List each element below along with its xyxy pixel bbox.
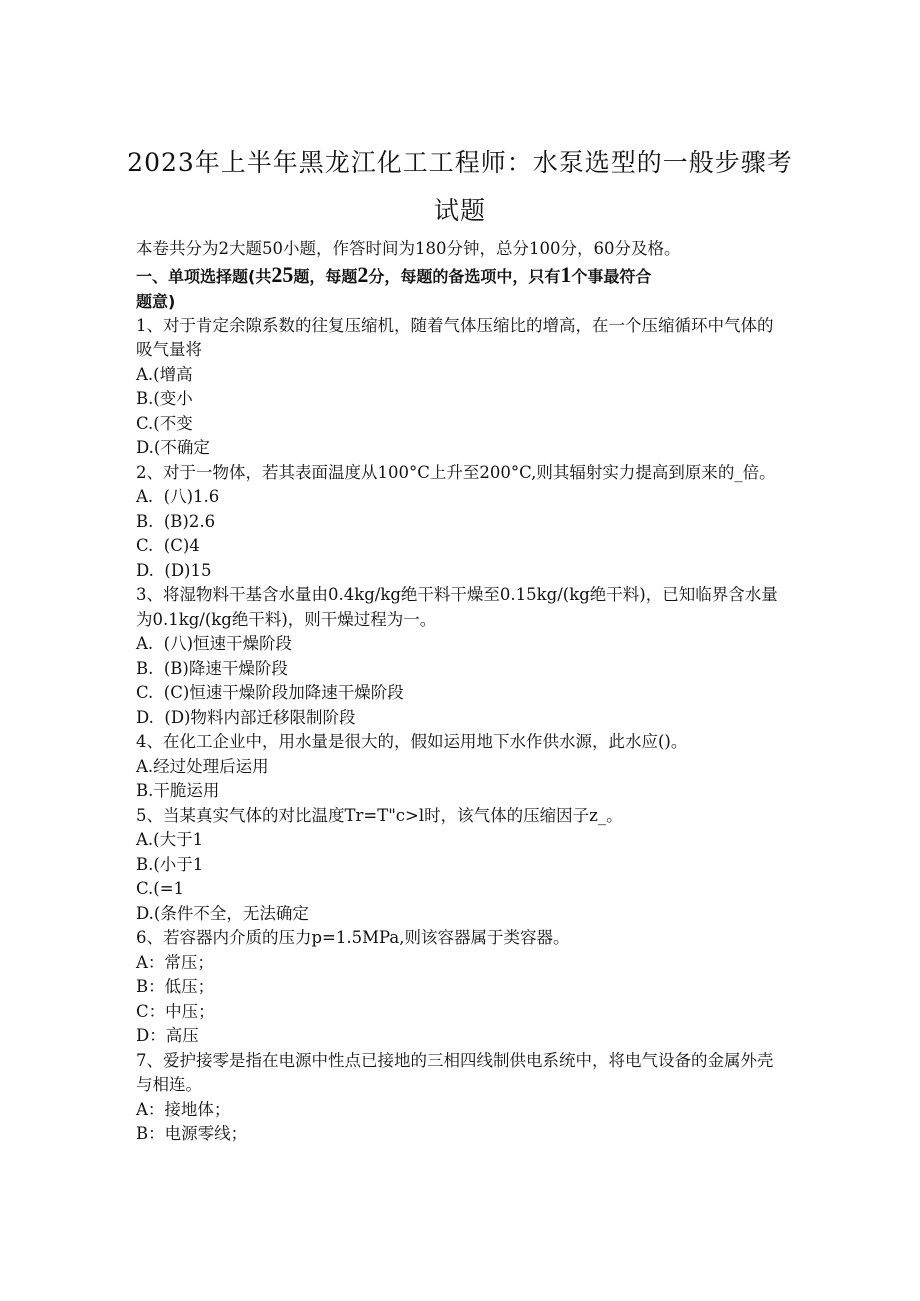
question-2-option-a: A. (八)1.6: [136, 487, 220, 506]
question-3-option-c: C. (C)恒速干燥阶段加降速干燥阶段: [136, 683, 404, 702]
document-title-line-2: 试题: [433, 196, 486, 225]
question-6-option-d: D：高压: [136, 1026, 199, 1045]
question-1-option-a: A.(增高: [136, 364, 193, 384]
question-5-option-c: C.(=1: [136, 879, 185, 898]
section-1-mid1: 题，每题: [293, 266, 358, 286]
section-1-points: 2: [357, 261, 369, 287]
question-4-option-a: A.经过处理后运用: [136, 756, 269, 776]
question-1-option-b: B.(变小: [136, 389, 193, 408]
question-6-option-a: A：常压；: [136, 952, 214, 972]
section-1-prefix: 一、单项选择题(共: [136, 266, 272, 286]
question-5-stem: 5、当某真实气体的对比温度Tr=T"c>l时，该气体的压缩因子z_。: [136, 805, 623, 825]
question-3-option-b: B. (B)降速干燥阶段: [136, 658, 288, 678]
question-7-option-b: B：电源零线；: [136, 1124, 248, 1143]
section-1-header: [136, 262, 786, 289]
section-1-one: 1: [560, 261, 572, 287]
question-3-option-a: A. (八)恒速干燥阶段: [136, 634, 293, 653]
document-title-line-1: 2023年上半年黑龙江化工工程师：水泵选型的一般步骤考: [127, 148, 793, 177]
question-2-option-c: C. (C)4: [136, 536, 200, 555]
question-5-option-d: D.(条件不全，无法确定: [136, 903, 309, 923]
question-3-option-d: D. (D)物料内部迁移限制阶段: [136, 707, 356, 727]
document-body: [136, 237, 786, 1147]
question-4-option-b: B.干脆运用: [136, 781, 220, 800]
question-7-stem: 7、爱护接零是指在电源中性点已接地的三相四线制供电系统中，将电气设备的金属外壳与相连。: [136, 1050, 774, 1094]
question-6-stem: 6、若容器内介质的压力p=1.5MPa,则该容器属于类容器。: [136, 928, 570, 947]
question-7-option-a: A：接地体；: [136, 1099, 231, 1119]
section-1-count: 25: [271, 261, 294, 287]
question-6-option-b: B：低压；: [136, 977, 215, 996]
question-2-option-d: D. (D)15: [136, 560, 212, 580]
question-1-option-d: D.(不确定: [136, 438, 210, 457]
question-1-stem: 1、对于肯定余隙系数的往复压缩机，随着气体压缩比的增高，在一个压缩循环中气体的吸气量将: [136, 315, 774, 359]
section-1-suffix: 个事最符合: [571, 266, 652, 286]
question-3-stem: 3、将湿物料干基含水量由0.4kg/kg绝干料干燥至0.15kg/(kg绝干料)，已知临界含水量为0.1kg/(kg绝干料)，则干燥过程为一。: [136, 585, 778, 629]
question-1-option-c: C.(不变: [136, 413, 193, 433]
section-1-header-line-2: 题意): [136, 291, 176, 311]
question-5-option-b: B.(小于1: [136, 854, 204, 874]
exam-intro: 本卷共分为2大题50小题，作答时间为180分钟，总分100分，60分及格。: [136, 239, 681, 258]
question-6-option-c: C：中压；: [136, 1001, 215, 1021]
question-5-option-a: A.(大于1: [136, 830, 204, 849]
question-2-stem: 2、对于一物体，若其表面温度从100°C上升至200°C,则其辐射实力提高到原来的_倍。: [136, 462, 776, 482]
section-1-mid2: 分，每题的备选项中，只有: [368, 266, 561, 286]
question-4-stem: 4、在化工企业中，用水量是很大的，假如运用地下水作供水源，此水应()。: [136, 732, 688, 751]
question-2-option-b: B. (B)2.6: [136, 511, 216, 531]
